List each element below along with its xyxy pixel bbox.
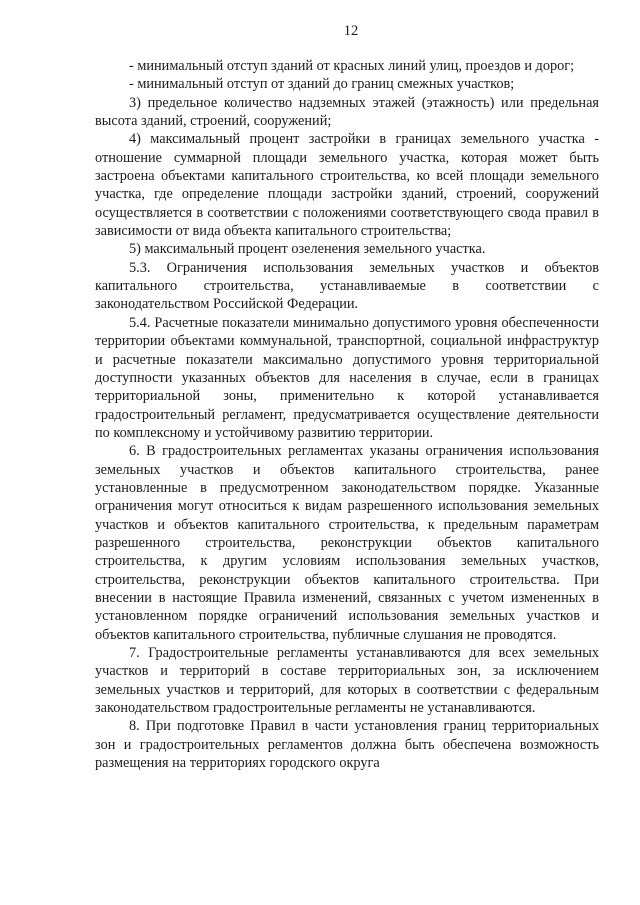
document-body — [95, 57, 599, 772]
paragraph-max-floors: 3) предельное количество надземных этажей (этажность) или предельная высота зданий, строений, сооружений; — [95, 94, 599, 130]
paragraph-max-green-percent: 5) максимальный процент озеленения земельного участка. — [129, 241, 486, 258]
paragraph-7: 7. Градостроительные регламенты устанавливаются для всех земельных участков и территорий в составе территориальных зон, за исключением земельных участков и территорий, для которых в соответствии с федеральным законодательством градостроительные регламенты не устанавливаются. — [95, 645, 599, 717]
paragraph-min-setback-red-lines: - минимальный отступ зданий от красных линий улиц, проездов и дорог; — [129, 58, 575, 74]
paragraph-8: 8. При подготовке Правил в части установления границ территориальных зон и градостроительных регламентов должна быть обеспечена возможность размещения на территориях городского округа — [95, 718, 599, 772]
paragraph-5-4: 5.4. Расчетные показатели минимально допустимого уровня обеспеченности территории объектами коммунальной, транспортной, социальной инфраструктур и расчетные показатели максимально допустимого уровня территориальной доступности указанных объектов для населения в случае, если в границах территориальной зоны, применительно к которой устанавливается градостроительный регламент, предусматривается осуществление деятельности по комплексному и устойчивому развитию территории. — [95, 314, 599, 441]
paragraph-max-build-percent: 4) максимальный процент застройки в границах земельного участка - отношение суммарной площади земельного участка, которая может быть застроена объектами капитального строительства, ко всей площади земельного участка, где определение площади застройки зданий, строений, сооружений осуществляется в соответствии с положениями соответствующего свода правил в зависимости от вида объекта капитального строительства; — [95, 131, 599, 240]
page-number: 12 — [343, 23, 359, 39]
paragraph-5-3: 5.3. Ограничения использования земельных участков и объектов капитального строительства, устанавливаемые в соответствии с законодательством Российской Федерации. — [95, 259, 599, 313]
paragraph-min-setback-adjacent: - минимальный отступ от зданий до границ смежных участков; — [129, 76, 515, 93]
paragraph-6: 6. В градостроительных регламентах указаны ограничения использования земельных участков и объектов капитального строительства, ранее установленные в предусмотренном законодательством порядке. Указанные ограничения могут относиться к видам разрешенного использования земельных участков и объектов капитального строительства, к предельным параметрам разрешенного строительства, реконструкции объектов капитального строительства, к другим условиям использования земельных участков, строительства, реконструкции объектов капитального строительства. При внесении в настоящие Правила изменений, связанных с учетом измененных в установленном порядке ограничений использования земельных участков и объектов капитального строительства, публичные слушания не проводятся. — [95, 443, 599, 643]
